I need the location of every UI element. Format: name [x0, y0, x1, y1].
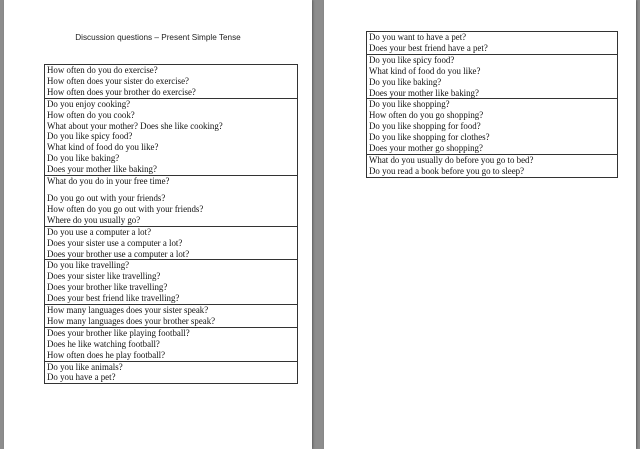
question-text: Does he like watching football?: [45, 339, 298, 350]
document-page-right: [324, 0, 636, 449]
question-text: What about your mother? Does she like cooking?: [45, 121, 298, 132]
question-text: Does your mother go shopping?: [367, 143, 618, 154]
question-row: [45, 271, 298, 282]
question-row: [45, 339, 298, 350]
question-text: How often do you do exercise?: [45, 65, 298, 76]
question-text: Do you like baking?: [367, 77, 618, 88]
question-row: [45, 193, 298, 204]
question-text: Where do you usually go?: [45, 215, 298, 226]
question-row: [45, 305, 298, 316]
question-row: [45, 110, 298, 121]
question-row: [45, 76, 298, 87]
question-text: What do you usually do before you go to bed?: [367, 154, 618, 165]
question-text: What do you do in your free time?: [45, 176, 298, 187]
question-row: [367, 166, 618, 177]
question-row: [45, 350, 298, 361]
question-text: Does your best friend have a pet?: [367, 43, 618, 54]
question-row: [45, 238, 298, 249]
question-text: Does your mother like baking?: [367, 88, 618, 99]
question-text: How often does your brother do exercise?: [45, 87, 298, 98]
questions-table-left: [44, 64, 298, 384]
question-text: Does your best friend like travelling?: [45, 293, 298, 304]
question-text: Does your mother like baking?: [45, 164, 298, 175]
question-text: How often do you cook?: [45, 110, 298, 121]
question-row: [45, 372, 298, 383]
question-text: Do you like shopping for clothes?: [367, 132, 618, 143]
question-text: How many languages does your brother speak?: [45, 316, 298, 327]
question-row: [45, 327, 298, 338]
question-row: [367, 88, 618, 99]
question-text: Does your sister like travelling?: [45, 271, 298, 282]
question-text: Does your brother like travelling?: [45, 282, 298, 293]
question-row: [367, 32, 618, 43]
question-text: Do you have a pet?: [45, 372, 298, 383]
question-row: [45, 153, 298, 164]
question-text: Do you like shopping?: [367, 99, 618, 110]
question-row: [45, 215, 298, 226]
question-text: Does your sister use a computer a lot?: [45, 238, 298, 249]
question-row: [367, 66, 618, 77]
questions-table-right: [366, 31, 618, 178]
question-text: How many languages does your sister speak?: [45, 305, 298, 316]
question-row: [367, 77, 618, 88]
question-text: Do you like baking?: [45, 153, 298, 164]
question-text: How often do you go out with your friends?: [45, 204, 298, 215]
question-row: [45, 249, 298, 260]
question-row: [45, 121, 298, 132]
question-row: [45, 176, 298, 187]
question-row: [367, 154, 618, 165]
question-text: How often do you go shopping?: [367, 110, 618, 121]
question-text: Do you use a computer a lot?: [45, 226, 298, 237]
question-row: [367, 110, 618, 121]
question-text: Do you read a book before you go to sleep?: [367, 166, 618, 177]
question-text: Do you like travelling?: [45, 260, 298, 271]
question-row: [367, 54, 618, 65]
question-row: [45, 260, 298, 271]
question-row: [45, 204, 298, 215]
question-row: [367, 132, 618, 143]
question-text: Do you enjoy cooking?: [45, 98, 298, 109]
question-row: [45, 361, 298, 372]
question-text: Do you go out with your friends?: [45, 193, 298, 204]
question-text: What kind of food do you like?: [45, 142, 298, 153]
question-text: Do you like shopping for food?: [367, 121, 618, 132]
question-row: [45, 316, 298, 327]
question-text: Do you like spicy food?: [45, 131, 298, 142]
question-row: [367, 121, 618, 132]
question-row: [45, 164, 298, 175]
question-row: [45, 131, 298, 142]
question-row: [367, 43, 618, 54]
question-text: Does your brother use a computer a lot?: [45, 249, 298, 260]
document-page-left: [4, 0, 312, 449]
question-row: [45, 98, 298, 109]
question-row: [45, 87, 298, 98]
question-text: How often does he play football?: [45, 350, 298, 361]
question-row: [367, 99, 618, 110]
page-title: Discussion questions – Present Simple Tense: [75, 33, 241, 42]
question-row: [45, 65, 298, 76]
question-row: [367, 143, 618, 154]
question-text: How often does your sister do exercise?: [45, 76, 298, 87]
question-row: [45, 142, 298, 153]
question-text: Do you like spicy food?: [367, 54, 618, 65]
question-text: Does your brother like playing football?: [45, 327, 298, 338]
question-row: [45, 293, 298, 304]
question-text: Do you like animals?: [45, 361, 298, 372]
question-row: [45, 282, 298, 293]
question-text: What kind of food do you like?: [367, 66, 618, 77]
question-text: Do you want to have a pet?: [367, 32, 618, 43]
question-row: [45, 226, 298, 237]
